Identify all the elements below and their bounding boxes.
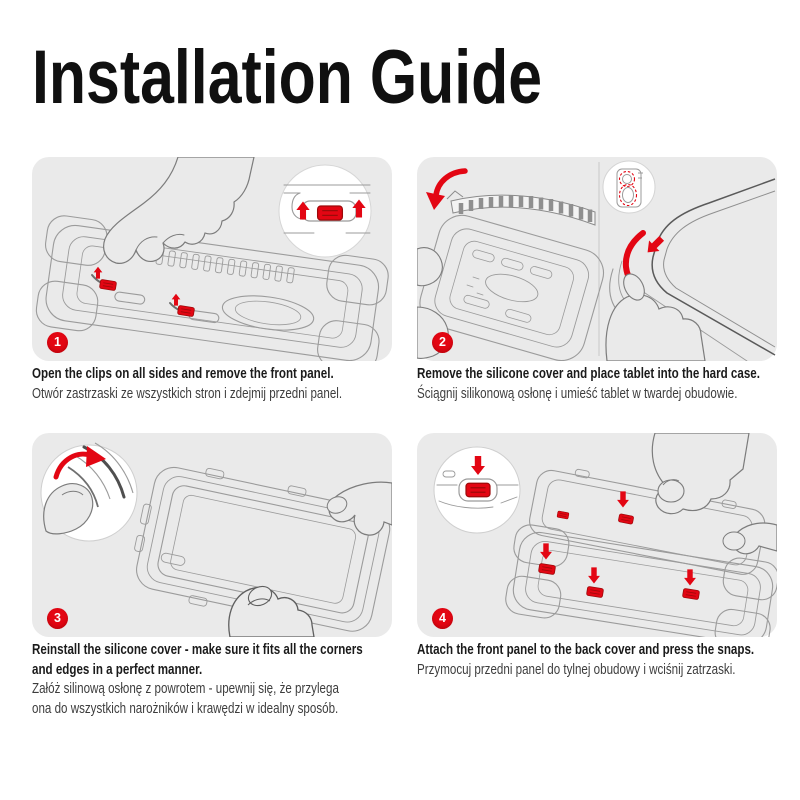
magnify-callout bbox=[41, 443, 137, 541]
step-instruction-pl: Przymocuj przedni panel do tylnej obudowy i wciśnij zatrzaski. bbox=[417, 661, 736, 678]
snap-clip-icon bbox=[99, 279, 116, 290]
camera-callout bbox=[603, 161, 655, 213]
down-arrow-icon bbox=[617, 491, 629, 507]
step-4-caption bbox=[417, 641, 777, 680]
step-instruction-en: Reinstall the silicone cover - make sure it fits all the corners and edges in a perfect manner. bbox=[32, 642, 363, 678]
step-4 bbox=[417, 433, 777, 719]
snap-clip-icon bbox=[557, 511, 569, 519]
snap-clip-icon bbox=[318, 206, 343, 220]
steps-grid bbox=[32, 157, 777, 719]
step-4-illustration bbox=[417, 433, 777, 637]
step-2 bbox=[417, 157, 777, 433]
page-title: Installation Guide bbox=[32, 35, 543, 120]
step-instruction-en: Open the clips on all sides and remove the front panel. bbox=[32, 366, 334, 382]
step-1-illustration bbox=[32, 157, 392, 361]
step-3-illustration bbox=[32, 433, 392, 637]
step-number-badge: 2 bbox=[432, 332, 453, 353]
up-arrow-icon bbox=[172, 294, 181, 306]
step-number-badge: 4 bbox=[432, 608, 453, 629]
step-2-caption bbox=[417, 365, 777, 404]
finger-tip bbox=[658, 480, 684, 502]
step-4-drawing bbox=[417, 433, 777, 637]
finger-tip bbox=[723, 532, 745, 550]
peel-band bbox=[447, 191, 595, 225]
snap-clip-icon bbox=[586, 586, 603, 597]
step-instruction-pl: Załóż silinową osłonę z powrotem - upewnij się, że przylega ona do wszystkich narożników i krawędzi w idealny sposób. bbox=[32, 681, 339, 717]
down-arrow-icon bbox=[540, 543, 552, 559]
step-3-caption bbox=[32, 641, 392, 719]
vent-ribs bbox=[156, 249, 295, 283]
step-instruction-pl: Ściągnij silikonową osłonę i umieść tablet w twardej obudowie. bbox=[417, 385, 738, 402]
snap-clip-icon bbox=[538, 563, 555, 574]
step-2-illustration bbox=[417, 157, 777, 361]
step-instruction-en: Attach the front panel to the back cover and press the snaps. bbox=[417, 642, 755, 658]
snap-clip-icon bbox=[177, 305, 194, 316]
hand-drawing bbox=[606, 295, 705, 361]
snap-clip-icon bbox=[618, 514, 634, 525]
step-number-badge: 1 bbox=[47, 332, 68, 353]
step-instruction-pl: Otwór zastrzaski ze wszystkich stron i zdejmij przedni panel. bbox=[32, 385, 343, 402]
magnify-callout bbox=[434, 447, 520, 533]
snap-clip-icon bbox=[466, 483, 490, 497]
step-3-drawing bbox=[32, 433, 392, 637]
step-1 bbox=[32, 157, 392, 433]
step-instruction-en: Remove the silicone cover and place tablet into the hard case. bbox=[417, 366, 760, 382]
step-3 bbox=[32, 433, 392, 719]
step-1-drawing bbox=[32, 157, 392, 361]
down-arrow-icon bbox=[588, 567, 600, 583]
up-arrow-icon bbox=[94, 267, 103, 279]
hand-drawing bbox=[417, 248, 442, 286]
step-1-caption bbox=[32, 365, 392, 404]
magnify-callout bbox=[279, 165, 371, 257]
step-2-drawing bbox=[417, 157, 777, 361]
step-number-badge: 3 bbox=[47, 608, 68, 629]
snap-clip-icon bbox=[682, 588, 699, 599]
